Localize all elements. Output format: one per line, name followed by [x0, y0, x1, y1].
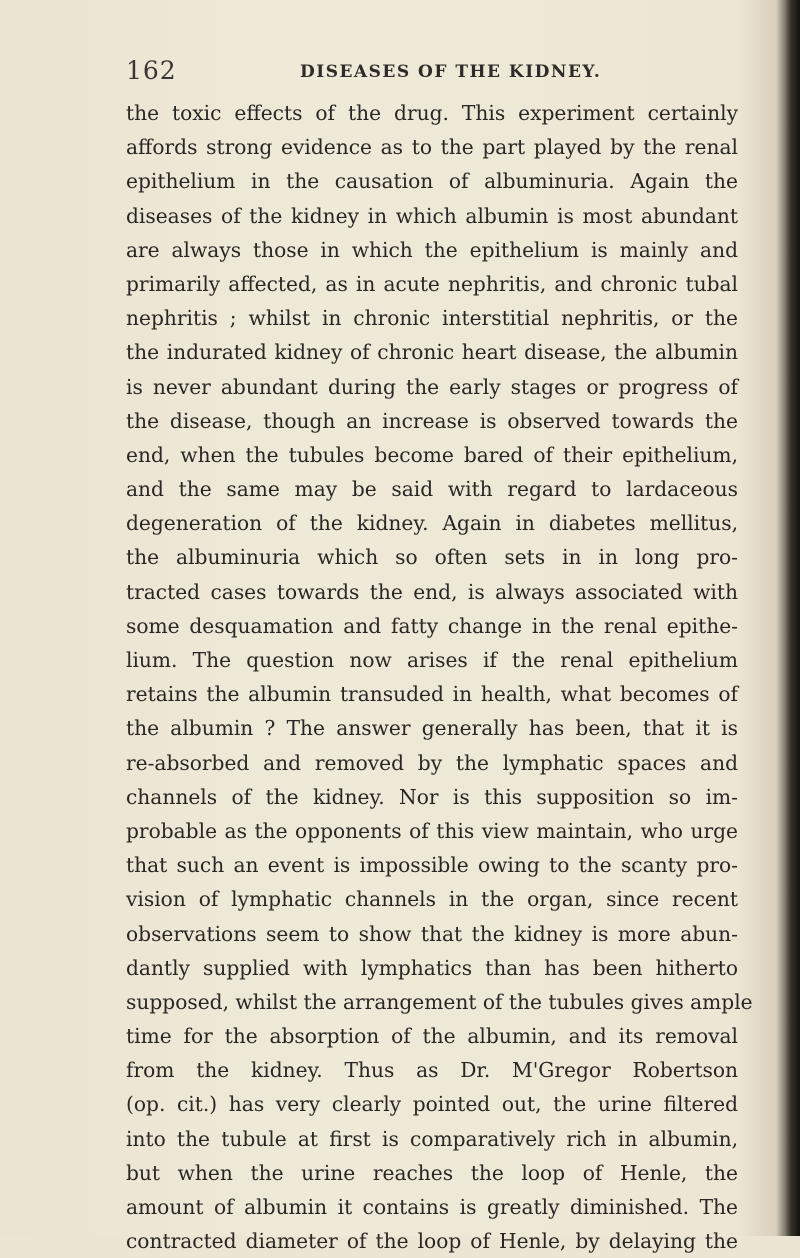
- page-edge-shadow: [786, 0, 800, 1236]
- text-line: tracted cases towards the end, is always associated with: [126, 579, 738, 604]
- text-line: nephritis ; whilst in chronic interstitial nephritis, or the: [126, 306, 738, 331]
- text-line: contracted diameter of the loop of Henle, by delaying the: [126, 1229, 738, 1254]
- text-line: time for the absorption of the albumin, and its removal: [126, 1024, 738, 1049]
- text-line: from the kidney. Thus as Dr. M'Gregor Robertson: [126, 1058, 738, 1083]
- text-line: observations seem to show that the kidney is more abun-: [126, 921, 738, 946]
- text-line: degeneration of the kidney. Again in diabetes mellitus,: [126, 511, 738, 536]
- text-line: diseases of the kidney in which albumin is most abundant: [126, 203, 738, 228]
- text-line: the albuminuria which so often sets in in long pro-: [126, 545, 738, 570]
- text-line: epithelium in the causation of albuminuria. Again the: [126, 169, 738, 194]
- text-line: and the same may be said with regard to lardaceous: [126, 477, 738, 502]
- text-line: the albumin ? The answer generally has been, that it is: [126, 716, 738, 741]
- text-line: channels of the kidney. Nor is this supposition so im-: [126, 784, 738, 809]
- text-line: supposed, whilst the arrangement of the tubules gives ample: [126, 989, 753, 1014]
- text-line: primarily affected, as in acute nephritis, and chronic tubal: [126, 271, 738, 296]
- text-line: end, when the tubules become bared of their epithelium,: [126, 442, 738, 467]
- text-line: are always those in which the epithelium is mainly and: [126, 237, 738, 262]
- text-line: (op. cit.) has very clearly pointed out, the urine filtered: [126, 1092, 738, 1117]
- text-line: lium. The question now arises if the renal epithelium: [126, 648, 738, 672]
- text-line: amount of albumin it contains is greatly diminished. The: [126, 1195, 738, 1219]
- text-line: the indurated kidney of chronic heart disease, the albumin: [126, 340, 738, 365]
- text-line: some desquamation and fatty change in the renal epithe-: [126, 613, 738, 638]
- text-line: probable as the opponents of this view maintain, who urge: [126, 818, 738, 843]
- text-line: but when the urine reaches the loop of Henle, the: [126, 1160, 738, 1185]
- text-line: the toxic effects of the drug. This experiment certainly: [126, 101, 738, 125]
- text-line: re-absorbed and removed by the lymphatic spaces and: [126, 750, 738, 775]
- page-number: 162: [126, 56, 177, 85]
- text-line: retains the albumin transuded in health, what becomes of: [126, 682, 738, 707]
- running-title: DISEASES OF THE KIDNEY.: [300, 62, 602, 82]
- text-line: vision of lymphatic channels in the organ, since recent: [126, 887, 738, 912]
- text-line: dantly supplied with lymphatics than has been hitherto: [126, 955, 738, 980]
- text-line: is never abundant during the early stages or progress of: [126, 374, 738, 399]
- text-line: the disease, though an increase is observed towards the: [126, 408, 738, 433]
- body-text: [126, 96, 753, 1258]
- text-line: affords strong evidence as to the part played by the renal: [126, 135, 738, 160]
- text-line: that such an event is impossible owing to the scanty pro-: [126, 853, 738, 878]
- text-line: into the tubule at first is comparatively rich in albumin,: [126, 1126, 738, 1151]
